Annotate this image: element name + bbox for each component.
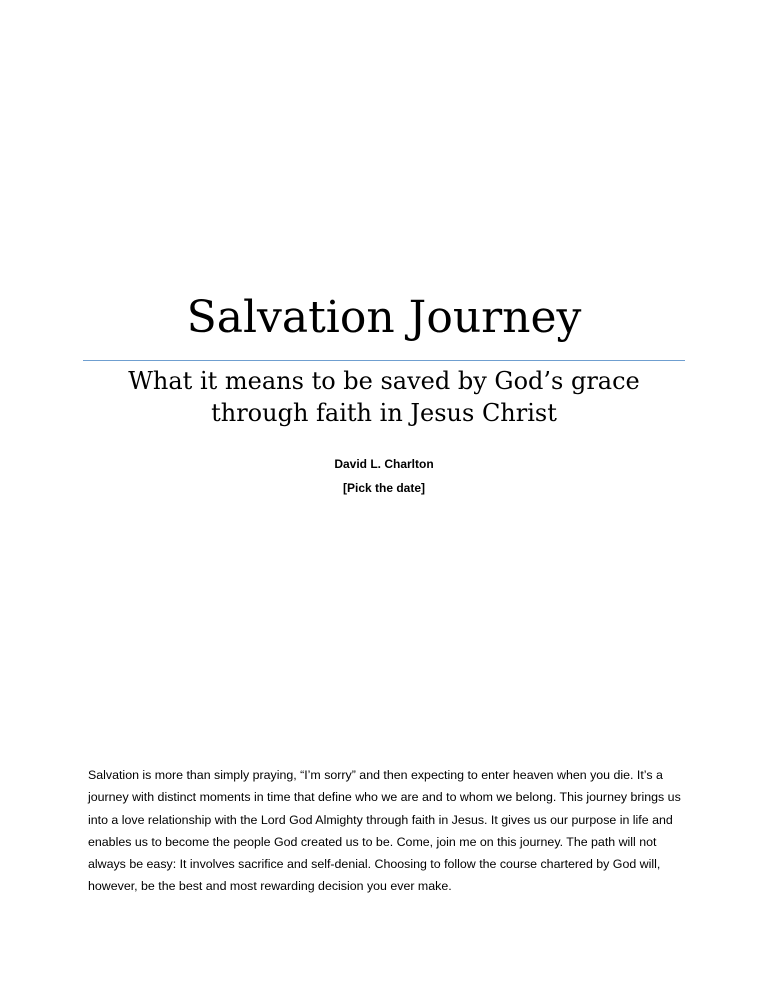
document-title: Salvation Journey <box>186 292 582 343</box>
date-placeholder-field[interactable]: [Pick the date] <box>342 481 426 495</box>
abstract-paragraph: Salvation is more than simply praying, “I’m sorry” and then expecting to enter heaven when you die. It’s a journey with distinct moments in time that define who we are and to whom we belong. This journey brings us into a love relationship with the Lord God Almighty through faith in Jesus. It gives us our purpose in life and enables us to become the people God created us to be. Come, join me on this journey. The path will not always be easy: It involves sacrifice and self-denial. Choosing to follow the course chartered by God will, however, be the best and most rewarding decision you ever make. <box>88 768 681 894</box>
document-subtitle: What it means to be saved by God’s grace through faith in Jesus Christ <box>128 367 640 427</box>
author-name: David L. Charlton <box>334 457 434 471</box>
title-divider <box>83 360 685 361</box>
